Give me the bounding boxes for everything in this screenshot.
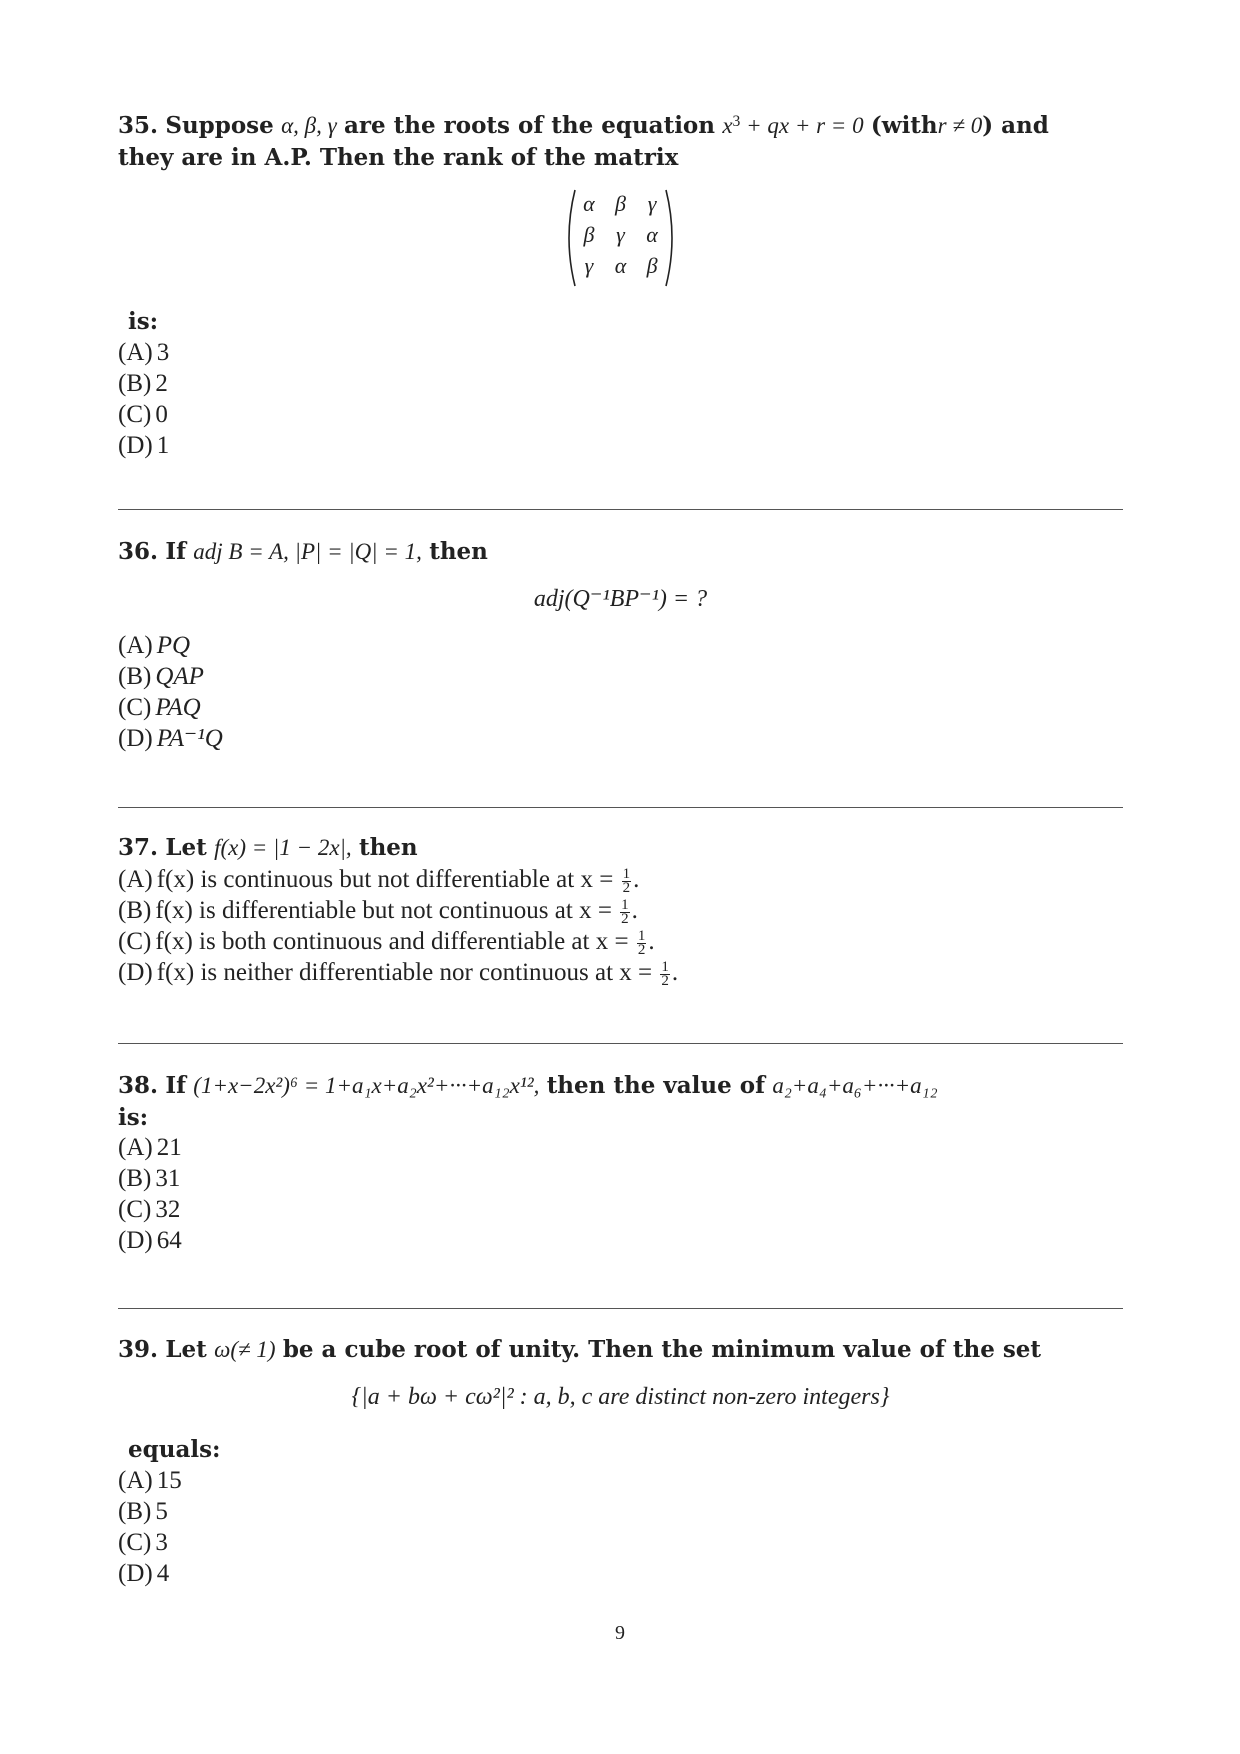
question-35: 35. Suppose α, β, γ are the roots of the equation $x^3$ + qx + r = 0 (withr ≠ 0) and they are in A.P. Then the rank of the matrix <box>118 112 1049 171</box>
option-c: (C) 3 <box>118 1529 168 1556</box>
question-number: 37. <box>118 834 159 861</box>
question-number: 38. <box>118 1072 159 1099</box>
options-39 <box>118 1434 1123 1589</box>
option-a: (A) 15 <box>118 1467 182 1494</box>
option-a: (A) 21 <box>118 1134 182 1161</box>
divider <box>118 509 1123 510</box>
option-b: (B) 2 <box>118 370 168 397</box>
option-d: (D) 64 <box>118 1227 182 1254</box>
option-d: (D) PA⁻¹Q <box>118 725 223 752</box>
question-text-line2: they are in A.P. Then the rank of the matrix <box>118 144 679 171</box>
option-b: (B) QAP <box>118 663 204 690</box>
question-36: 36. If adj B = A, |P| = |Q| = 1, then <box>118 538 488 565</box>
matrix-cell: β <box>583 221 595 247</box>
option-c: (C) f(x) is both continuous and differentiable at x = $\frac{1}{2}$ . <box>118 927 655 958</box>
option-d: (D) 4 <box>118 1560 170 1587</box>
options-38 <box>118 1132 1123 1256</box>
is-label: is: <box>128 308 159 335</box>
question-39: 39. Let ω(≠ 1) be a cube root of unity. Then the minimum value of the set <box>118 1336 1042 1363</box>
option-c: (C) PAQ <box>118 694 201 721</box>
fraction: $\frac{1}{2}$ <box>637 927 646 958</box>
matrix-cell: γ <box>584 252 594 278</box>
matrix-cell: α <box>583 190 595 216</box>
fraction: $\frac{1}{2}$ <box>661 958 669 989</box>
matrix-cell: β <box>646 252 658 278</box>
matrix-cell: α <box>646 221 658 247</box>
fraction: $\frac{1}{2}$ <box>622 865 631 896</box>
matrix-cell: γ <box>616 221 625 247</box>
question-number: 35. <box>118 112 159 139</box>
option-b: (B) f(x) is differentiable but not continuous at x = $\frac{1}{2}$ . <box>118 896 638 927</box>
divider <box>118 807 1123 808</box>
question-number: 39. <box>118 1336 159 1363</box>
option-a: (A) 3 <box>118 339 170 366</box>
fraction: $\frac{1}{2}$ <box>621 896 629 927</box>
option-c: (C) 32 <box>118 1196 181 1223</box>
right-paren-icon <box>664 188 678 288</box>
matrix-cell: β <box>615 190 626 216</box>
option-d: (D) 1 <box>118 432 170 459</box>
is-label: is: <box>118 1104 149 1131</box>
option-b: (B) 31 <box>118 1165 181 1192</box>
option-a: (A) f(x) is continuous but not differentiable at x = $\frac{1}{2}$ . <box>118 865 640 896</box>
matrix-display <box>118 188 1123 285</box>
equals-label: equals: <box>128 1436 221 1463</box>
options-35 <box>118 306 1123 461</box>
left-paren-icon <box>563 188 577 288</box>
option-a: (A) PQ <box>118 632 191 659</box>
options-36 <box>118 630 1123 754</box>
divider <box>118 1043 1123 1044</box>
page-number: 9 <box>615 1622 625 1644</box>
matrix <box>573 188 668 281</box>
matrix-cell: α <box>614 252 627 278</box>
option-d: (D) f(x) is neither differentiable nor continuous at x = $\frac{1}{2}$ . <box>118 958 679 989</box>
divider <box>118 1308 1123 1309</box>
options-37 <box>118 864 1123 988</box>
matrix-cell: γ <box>647 190 657 216</box>
display-equation-36: adj(Q⁻¹BP⁻¹) = ? <box>533 586 708 612</box>
option-c: (C) 0 <box>118 401 168 428</box>
display-set-39: {|a + bω + cω²|² : a, b, c are distinct non-zero integers} <box>351 1384 890 1410</box>
question-37: 37. Let f(x) = |1 − 2x|, then <box>118 834 418 861</box>
question-number: 36. <box>118 538 159 565</box>
option-b: (B) 5 <box>118 1498 168 1525</box>
question-38: 38. If (1+x−2x²)⁶ = 1+a₁x+a₂x²+···+a₁₂x¹², then the value of a₂+a₄+a₆+···+a₁₂ is: <box>118 1072 938 1131</box>
